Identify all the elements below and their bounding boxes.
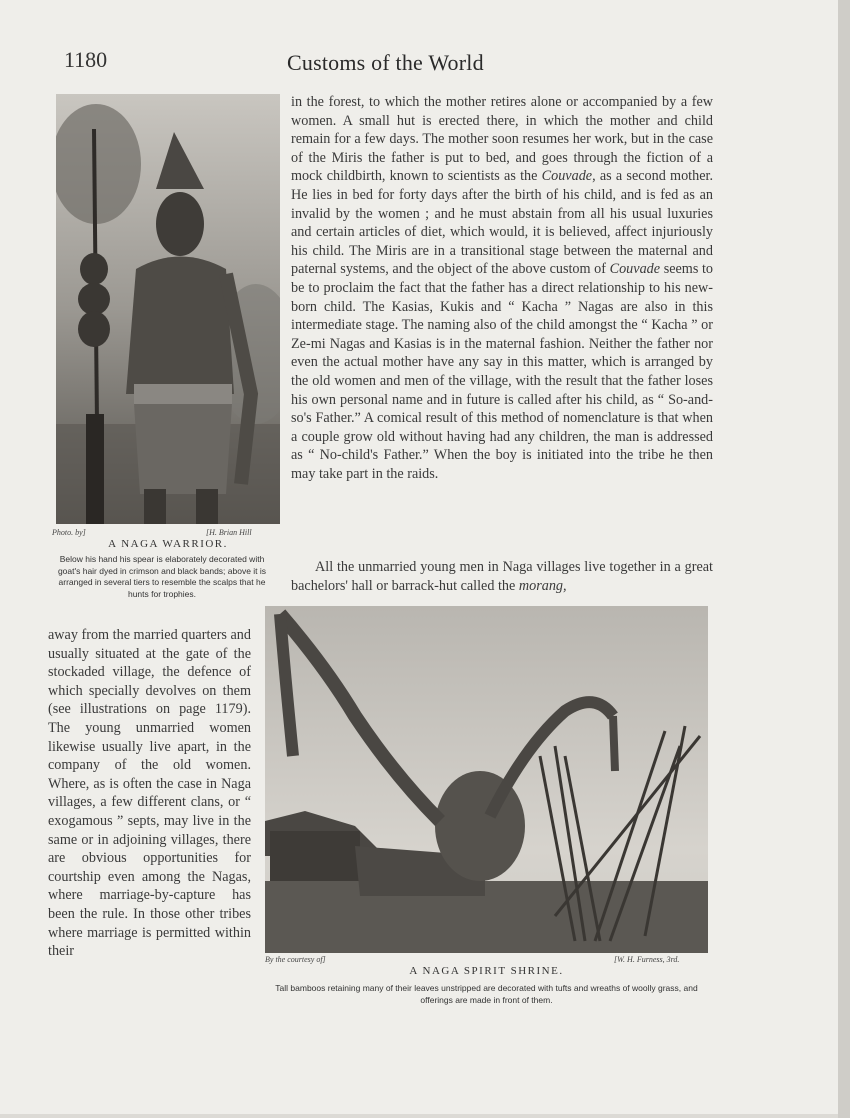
warrior-photo-illustration — [56, 94, 280, 524]
shrine-photo-illustration — [265, 606, 708, 953]
naga-spirit-shrine-photo — [265, 606, 708, 953]
paragraph-text: , as a second mother. He lies in bed for forty days after the birth of his child, and is fed as an invalid by the women ; and he must abstain from all his usual luxuries and certain articles of diet, which would, it is believed, affect injuriously his child. The Miris are in a transitional stage between the maternal and paternal systems, and the object of the above custom of — [291, 168, 714, 278]
paragraph-text: All the unmarried young men in Naga villages live together in a great bachelors' hall or barrack-hut called the — [291, 559, 713, 594]
running-title: Customs of the World — [287, 50, 484, 75]
paragraph-text: in the forest, to which the mother retires alone or accompanied by a few women. A small hut is erected there, in which the mother and child remain for a few days. The mother soon resumes her work, but in the case of the Miris the father is put to bed, and goes through the fiction of a mock childbirth, known to scientists as the — [291, 94, 713, 185]
page-edge — [838, 0, 850, 1118]
warrior-photo-credit-left: Photo. by] — [52, 528, 86, 537]
naga-warrior-photo — [56, 94, 280, 524]
shrine-photo-credit-left: By the courtesy of] — [265, 955, 326, 964]
morang-term: morang, — [518, 577, 567, 594]
warrior-photo-credit-right: [H. Brian Hill — [206, 528, 252, 537]
couvade-term: Couvade — [541, 168, 593, 185]
shrine-photo-credit-right: [W. H. Furness, 3rd. — [614, 955, 680, 964]
couvade-term: Couvade — [609, 261, 661, 278]
page-number: 1180 — [64, 47, 108, 72]
warrior-caption-text: Below his hand his spear is elaborately decorated with goat's hair dyed in crimson and black bands; above it is arranged in several tiers to resemble the scalps that he hunts for trophies. — [57, 554, 267, 599]
paragraph-text: seems to be to proclaim the fact that the father has a direct relationship to his new-born child. The Kasias, Kukis and “ Kacha ” Nagas are also in this intermediate stage. The naming also of the child amongst the “ Kacha ” or Ze-mi Nagas and Kasias is in the maternal fashion. Neither the father nor even the actual mother have any say in this matter, which is arranged by the old women and men of the village, with the result that the father loses his own personal name and in future is called after his child, as “ So-and-so's Father.” A comical result of this method of nomenclature is that when a couple grow old without having had any children, the man is addressed as “ No-child's Father.” When the boy is initiated into the tribe he then may take part in the raids. — [291, 261, 714, 482]
shrine-caption-text: Tall bamboos retaining many of their leaves unstripped are decorated with tufts and wreaths of woolly grass, and offerings are made in front of them. — [275, 983, 698, 1005]
left-column-text — [48, 626, 251, 961]
paragraph-text: away from the married quarters and usually situated at the gate of the stockaded village, the defence of which specially devolves on them (see illustrations on page 1179). The young unmarried women likewise usually live apart, in the company of the old women. Where, as is often the case in Naga villages, a few different clans, or “ exogamous ” septs, may live in the same or in adjoining villages, there are obvious opportunities for courtship even among the Nagas, where marriage-by-capture has been the rule. In those other tribes where marriage is permitted within their — [48, 627, 251, 960]
shrine-caption-title: A NAGA SPIRIT SHRINE. — [409, 965, 564, 977]
right-column-text — [291, 93, 713, 483]
morang-paragraph — [291, 558, 713, 595]
warrior-caption-title: A NAGA WARRIOR. — [108, 538, 228, 550]
